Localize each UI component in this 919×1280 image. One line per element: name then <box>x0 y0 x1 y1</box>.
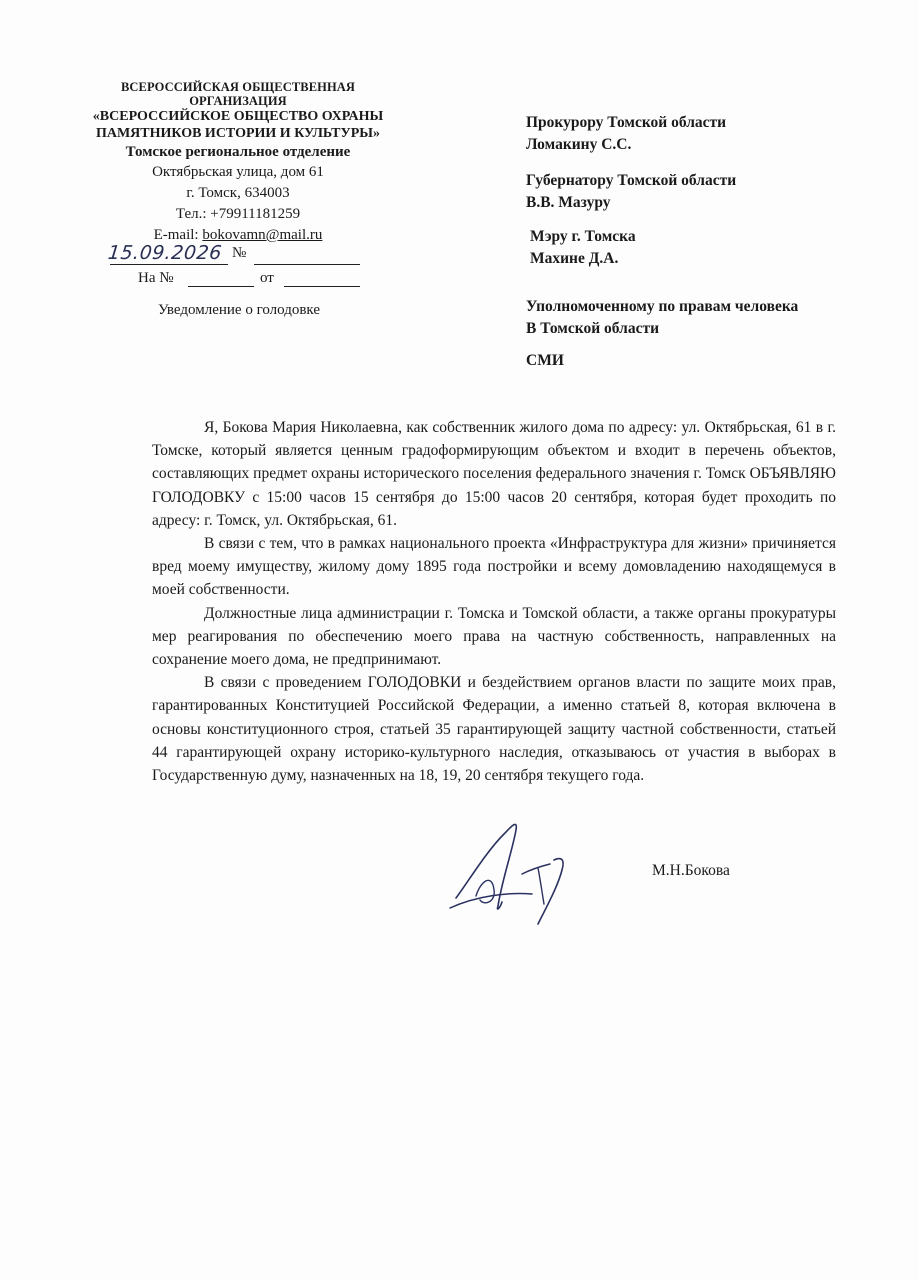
addressee-title: Губернатору Томской области <box>526 172 737 189</box>
ref-date-label: от <box>260 270 274 286</box>
reg-number-underline <box>254 264 360 265</box>
org-branch: Томское региональное отделение <box>125 144 351 160</box>
ref-date-underline <box>284 286 360 287</box>
org-name-line-4: ПАМЯТНИКОВ ИСТОРИИ И КУЛЬТУРЫ» <box>95 126 381 141</box>
email-label: E-mail: <box>153 227 203 243</box>
org-name-line-2: ОРГАНИЗАЦИЯ <box>189 94 287 108</box>
document-subject: Уведомление о голодовке <box>158 302 320 318</box>
org-phone: Тел.: +79911181259 <box>175 206 301 222</box>
handwritten-date: 15.09.2026 <box>106 242 223 264</box>
ref-number-label: На № <box>138 270 174 286</box>
body-paragraph-4: В связи с проведением ГОЛОДОВКИ и бездействием органов власти по защите моих прав, гарантированных Конституцией Российской Федерации, а именно статьей 8, которая включена в основы конституционного строя, статьей 35 гарантирующей защиту частной собственности, статьей 44 гарантирующей охрану историко-культурного наследия, отказываюсь от участия в выборах в Государственную думу, назначенных на 18, 19, 20 сентября текущего года. <box>152 674 836 785</box>
registration-line <box>108 244 368 268</box>
body-paragraph-1: Я, Бокова Мария Николаевна, как собственник жилого дома по адресу: ул. Октябрьская, 61 в г. Томске, который является ценным градоформирующим объектом и входит в перечень объектов, составляющих предмет охраны исторического поселения федерального значения г. Томск ОБЪЯВЛЯЮ ГОЛОДОВКУ с 15:00 часов 15 сентября до 15:00 часов 20 сентября, которая будет проходить по адресу: г. Томск, ул. Октябрьская, 61. <box>152 419 836 529</box>
signature-drawing <box>446 812 586 932</box>
addressee-ombudsman <box>526 296 798 340</box>
addressee-title: Мэру г. Томска <box>530 228 636 245</box>
org-name-line-1: ВСЕРОССИЙСКАЯ ОБЩЕСТВЕННАЯ <box>120 80 356 94</box>
addressee-name: В.В. Мазуру <box>526 194 611 211</box>
org-name-line-3: «ВСЕРОССИЙСКОЕ ОБЩЕСТВО ОХРАНЫ <box>92 109 384 124</box>
addressee-title: Прокурору Томской области <box>526 114 727 131</box>
reference-line <box>138 270 368 292</box>
addressee-mayor <box>530 226 636 270</box>
org-street: Октябрьская улица, дом 61 <box>152 164 324 180</box>
addressee-media <box>526 350 564 372</box>
org-city: г. Томск, 634003 <box>186 185 290 201</box>
organization-header <box>88 80 388 246</box>
addressee-title: СМИ <box>526 352 564 369</box>
date-underline <box>110 264 228 265</box>
ref-number-underline <box>188 286 254 287</box>
letter-body <box>152 416 836 787</box>
email-value: bokovamn@mail.ru <box>202 227 323 243</box>
handwritten-signature <box>446 812 586 932</box>
body-paragraph-2: В связи с тем, что в рамках национального проекта «Инфраструктура для жизни» причиняется вред моему имуществу, жилому дому 1895 года постройки и всему домовладению находящемуся в моей собственности. <box>152 535 836 599</box>
addressee-name: Махине Д.А. <box>530 250 619 267</box>
body-paragraph-3: Должностные лица администрации г. Томска и Томской области, а также органы прокуратуры мер реагирования по обеспечению моего права на частную собственность, направленных на сохранение моего дома, не предпринимают. <box>152 604 836 669</box>
addressee-name: Ломакину С.С. <box>526 136 632 153</box>
signatory-name: М.Н.Бокова <box>652 862 730 879</box>
addressee-governor <box>526 170 736 214</box>
reg-number-label: № <box>232 245 247 261</box>
addressee-title: Уполномоченному по правам человека <box>526 298 799 315</box>
addressee-name: В Томской области <box>526 320 660 337</box>
addressee-prosecutor <box>526 112 726 156</box>
